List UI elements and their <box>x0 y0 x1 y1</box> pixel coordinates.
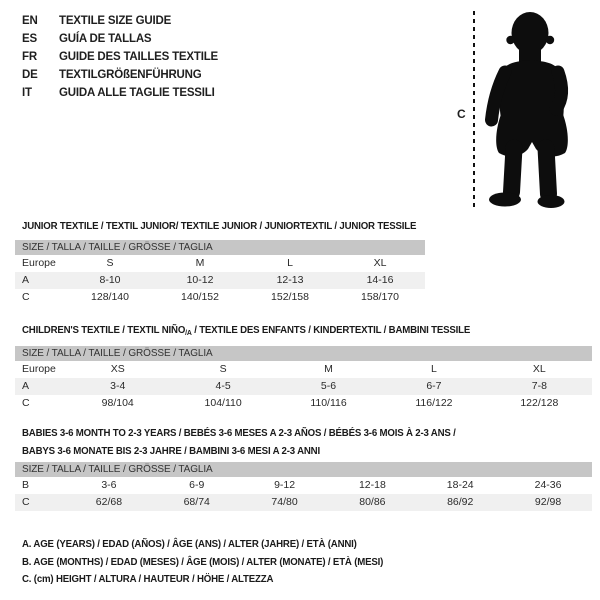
size-cell: XL <box>532 363 546 375</box>
age-cell: 12-18 <box>358 479 386 491</box>
age-cell: 3-4 <box>110 380 126 392</box>
height-cell: 68/74 <box>183 496 210 508</box>
row-label: A <box>22 274 30 286</box>
babies-table-title <box>22 424 456 460</box>
size-cell: XL <box>373 257 387 269</box>
height-cell: 98/104 <box>101 397 134 409</box>
size-header-bar: SIZE / TALLA / TAILLE / GRÖSSE / TAGLIA <box>15 462 592 477</box>
children-title-subscript: /A <box>185 328 192 337</box>
age-cell: 5-6 <box>320 380 337 392</box>
age-cell: 6-9 <box>189 479 205 491</box>
size-cell: S <box>106 257 114 269</box>
size-cell: XS <box>110 363 125 375</box>
height-cell: 74/80 <box>271 496 298 508</box>
junior-size-table <box>15 240 425 306</box>
size-header-bar: SIZE / TALLA / TAILLE / GRÖSSE / TAGLIA <box>15 240 425 255</box>
row-label: C <box>22 496 30 508</box>
height-cell: 62/68 <box>95 496 123 508</box>
language-code: EN <box>22 15 38 27</box>
height-cell: 110/116 <box>310 397 347 409</box>
language-label: TEXTILE SIZE GUIDE <box>59 15 172 27</box>
age-cell: 12-13 <box>276 274 304 286</box>
size-cell: M <box>195 257 205 269</box>
language-row <box>22 30 218 48</box>
table-row <box>15 255 425 272</box>
row-label: C <box>22 397 30 409</box>
table-row <box>15 378 592 395</box>
height-measure-dashed-line <box>473 11 475 207</box>
legend-notes <box>22 536 415 589</box>
babies-size-table <box>15 462 592 511</box>
row-label: C <box>22 291 30 303</box>
language-code: IT <box>22 87 32 99</box>
note-age-months: B. AGE (MONTHS) / EDAD (MESES) / ÂGE (MOIS) / ALTER (MONATE) / ETÀ (MESI) <box>22 555 384 568</box>
language-code: ES <box>22 33 37 45</box>
table-row <box>15 289 425 306</box>
size-cell: L <box>431 363 437 375</box>
age-cell: 10-12 <box>186 274 214 286</box>
babies-title-line1: BABIES 3-6 MONTH TO 2-3 YEARS / BEBÉS 3-6 MESES A 2-3 AÑOS / BÉBÉS 3-6 MOIS À 2-3 ANS / <box>22 427 456 439</box>
table-row <box>15 494 592 511</box>
age-cell: 24-36 <box>534 479 562 491</box>
measure-label-c: C <box>457 107 466 121</box>
toddler-silhouette <box>484 6 580 208</box>
age-cell: 18-24 <box>446 479 474 491</box>
height-cell: 152/158 <box>271 291 309 303</box>
junior-table-title: JUNIOR TEXTILE / TEXTIL JUNIOR/ TEXTILE JUNIOR / JUNIORTEXTIL / JUNIOR TESSILE <box>22 220 417 232</box>
language-row <box>22 12 218 30</box>
row-label: Europe <box>22 257 56 269</box>
height-cell: 104/110 <box>204 397 242 409</box>
language-row <box>22 84 218 102</box>
children-title-text: CHILDREN'S TEXTILE / TEXTIL NIÑO <box>22 324 186 336</box>
ear-left <box>506 36 514 44</box>
table-row <box>15 395 592 412</box>
age-cell: 14-16 <box>366 274 394 286</box>
height-cell: 158/170 <box>361 291 399 303</box>
table-row <box>15 361 592 378</box>
size-cell: M <box>324 363 333 375</box>
age-cell: 8-10 <box>99 274 121 286</box>
language-row <box>22 66 218 84</box>
language-label: GUÍA DE TALLAS <box>59 33 152 45</box>
height-cell: 92/98 <box>534 496 562 508</box>
language-label: TEXTILGRÖßENFÜHRUNG <box>59 69 202 81</box>
height-cell: 128/140 <box>91 291 129 303</box>
note-height-cm: C. (cm) HEIGHT / ALTURA / HAUTEUR / HÖHE / ALTEZZA <box>22 573 274 585</box>
row-label: A <box>22 380 30 392</box>
size-cell: S <box>219 363 227 375</box>
height-cell: 140/152 <box>181 291 219 303</box>
size-header-bar: SIZE / TALLA / TAILLE / GRÖSSE / TAGLIA <box>15 346 592 361</box>
note-age-years: A. AGE (YEARS) / EDAD (AÑOS) / ÂGE (ANS) / ALTER (JAHRE) / ETÀ (ANNI) <box>22 538 357 550</box>
height-cell: 116/122 <box>415 397 453 409</box>
ear-right <box>546 36 554 44</box>
babies-title-line2: BABYS 3-6 MONATE BIS 2-3 JAHRE / BAMBINI 3-6 MESI A 2-3 ANNI <box>22 445 320 457</box>
row-label: B <box>22 479 30 491</box>
children-title-text: / TEXTILE DES ENFANTS / KINDERTEXTIL / BAMBINI TESSILE <box>191 324 471 336</box>
age-cell: 4-5 <box>215 380 231 392</box>
language-list <box>22 12 218 102</box>
age-cell: 7-8 <box>531 380 547 392</box>
size-cell: L <box>287 257 293 269</box>
language-label: GUIDE DES TAILLES TEXTILE <box>59 51 218 63</box>
table-row <box>15 272 425 289</box>
row-label: Europe <box>22 363 56 375</box>
language-label: GUIDA ALLE TAGLIE TESSILI <box>59 87 215 99</box>
language-row <box>22 48 218 66</box>
age-cell: 3-6 <box>101 479 117 491</box>
height-cell: 122/128 <box>520 397 559 409</box>
table-row <box>15 477 592 494</box>
age-cell: 9-12 <box>274 479 296 491</box>
height-cell: 86/92 <box>447 496 474 508</box>
children-size-table <box>15 346 592 412</box>
language-code: FR <box>22 51 37 63</box>
children-table-title <box>22 321 470 342</box>
height-cell: 80/86 <box>359 496 386 508</box>
age-cell: 6-7 <box>426 380 442 392</box>
language-code: DE <box>22 69 38 81</box>
